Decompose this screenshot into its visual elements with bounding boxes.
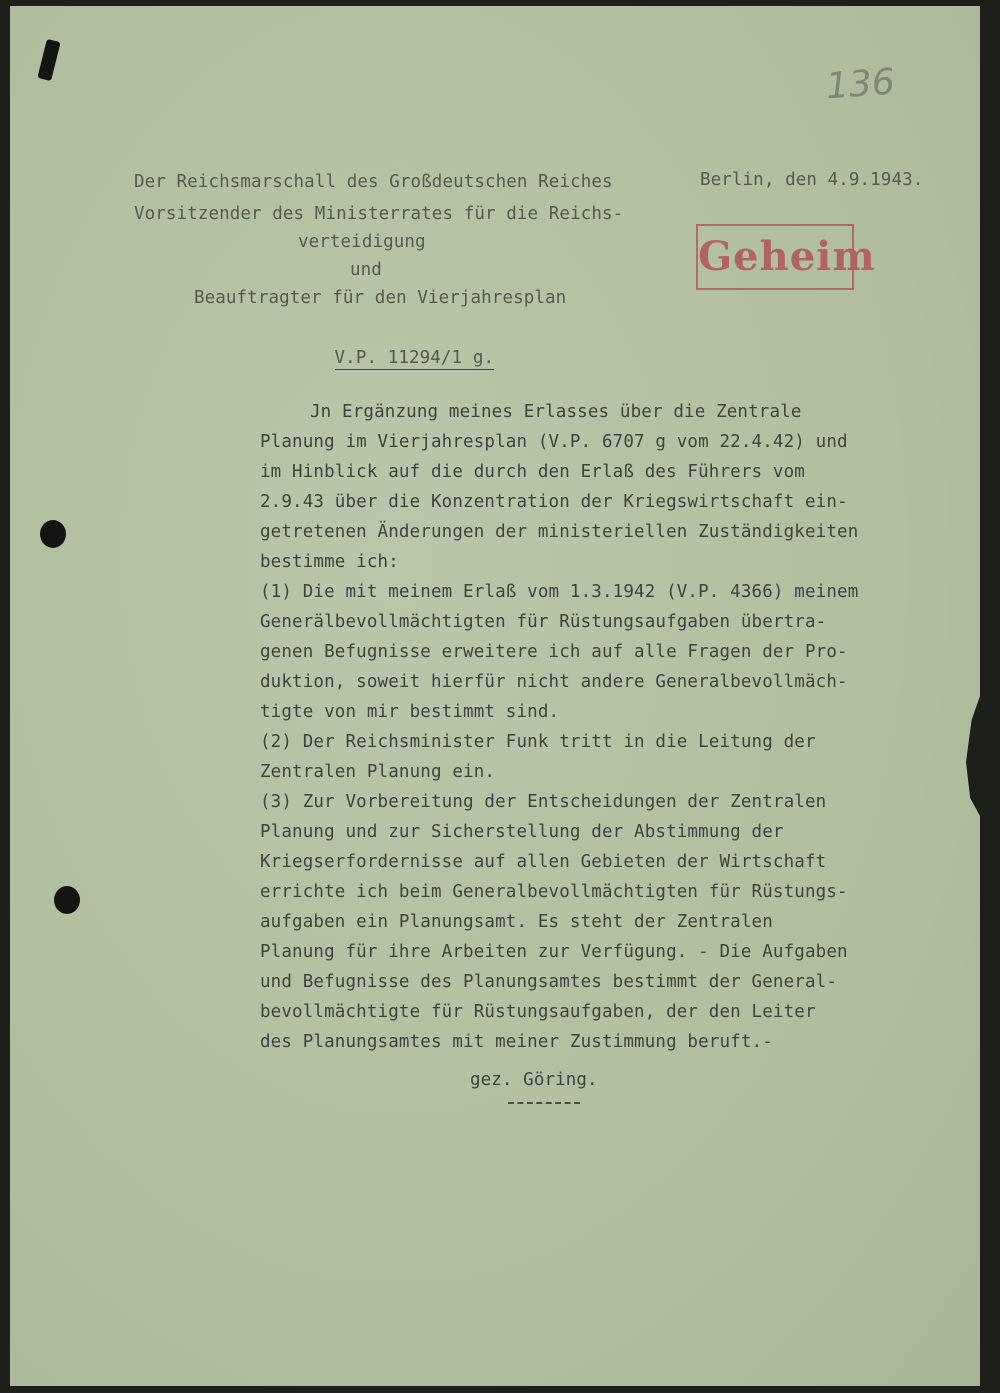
body-line-21: bevollmächtigte für Rüstungsaufgaben, der den Leiter bbox=[260, 1002, 816, 1022]
header-line-2: Vorsitzender des Ministerrates für die Reichs- bbox=[134, 204, 624, 224]
header-line-3: verteidigung bbox=[298, 232, 426, 252]
header-line-5: Beauftragter für den Vierjahresplan bbox=[194, 288, 567, 308]
body-line-2: Planung im Vierjahresplan (V.P. 6707 g vom 22.4.42) und bbox=[260, 432, 848, 452]
body-line-11: tigte von mir bestimmt sind. bbox=[260, 702, 560, 722]
punch-hole-upper bbox=[40, 520, 66, 548]
body-line-10: duktion, soweit hierfür nicht andere Generalbevollmäch- bbox=[260, 672, 848, 692]
body-line-20: und Befugnisse des Planungsamtes bestimmt der General- bbox=[260, 972, 838, 992]
body-line-19: Planung für ihre Arbeiten zur Verfügung. - Die Aufgaben bbox=[260, 942, 848, 962]
header-line-4: und bbox=[350, 260, 382, 280]
body-line-18: aufgaben ein Planungsamt. Es steht der Zentralen bbox=[260, 912, 773, 932]
body-line-22: des Planungsamtes mit meiner Zustimmung beruft.- bbox=[260, 1032, 773, 1052]
body-line-9: genen Befugnisse erweitere ich auf alle Fragen der Pro- bbox=[260, 642, 848, 662]
body-line-12: (2) Der Reichsminister Funk tritt in die Leitung der bbox=[260, 732, 816, 752]
place-date: Berlin, den 4.9.1943. bbox=[700, 170, 924, 190]
body-line-7: (1) Die mit meinem Erlaß vom 1.3.1942 (V.P. 4366) meinem bbox=[260, 582, 859, 602]
body-line-1: Jn Ergänzung meines Erlasses über die Zentrale bbox=[310, 402, 802, 422]
page-number: 136 bbox=[824, 61, 897, 108]
body-line-3: im Hinblick auf die durch den Erlaß des Führers vom bbox=[260, 462, 805, 482]
body-line-5: getretenen Änderungen der ministeriellen Zuständigkeiten bbox=[260, 522, 859, 542]
body-line-4: 2.9.43 über die Konzentration der Kriegswirtschaft ein- bbox=[260, 492, 848, 512]
reference-wrap bbox=[292, 328, 494, 388]
signature: gez. Göring. bbox=[470, 1070, 598, 1090]
body-line-16: Kriegserfordernisse auf allen Gebieten der Wirtschaft bbox=[260, 852, 827, 872]
punch-hole-lower bbox=[54, 886, 80, 914]
body-line-6: bestimme ich: bbox=[260, 552, 399, 572]
ink-mark bbox=[37, 39, 60, 81]
header-line-1: Der Reichsmarschall des Großdeutschen Reiches bbox=[134, 172, 613, 192]
body-line-17: errichte ich beim Generalbevollmächtigten für Rüstungs- bbox=[260, 882, 848, 902]
document-page bbox=[10, 6, 980, 1386]
body-line-15: Planung und zur Sicherstellung der Abstimmung der bbox=[260, 822, 784, 842]
reference-number: V.P. 11294/1 g. bbox=[334, 348, 495, 368]
secret-stamp: Geheim bbox=[696, 224, 854, 290]
body-line-13: Zentralen Planung ein. bbox=[260, 762, 496, 782]
body-line-8: Generälbevollmächtigten für Rüstungsaufgaben übertra- bbox=[260, 612, 827, 632]
torn-edge bbox=[966, 696, 980, 816]
signature-rule bbox=[508, 1102, 580, 1104]
body-line-14: (3) Zur Vorbereitung der Entscheidungen der Zentralen bbox=[260, 792, 827, 812]
